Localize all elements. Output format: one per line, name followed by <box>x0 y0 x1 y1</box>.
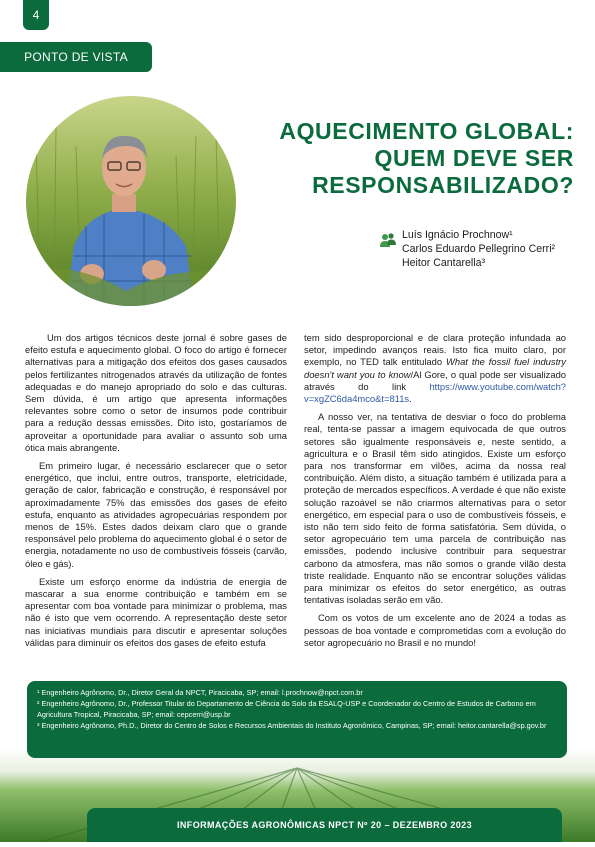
footnote: ² Engenheiro Agrônomo, Dr., Professor Titular do Departamento de Ciência do Solo da ESALQ-USP e Coordenador do Centro de Estudos de Carbono em Agricultura Tropical, Piracicaba, SP; email: cepcerri@usp.br <box>37 699 536 719</box>
text-column-left <box>25 332 287 655</box>
paragraph: Em primeiro lugar, é necessário esclarecer que o setor energético, que inclui, entre outros, transporte, eletricidade, geração de calor, fabricação e construção, é responsável por aproximadamente 75% das emissões dos gases de efeito estufa, enquanto as atividades agropecuárias respondem por menos de 15%. Estes dados deixam claro que o grande responsável pelo problema do aquecimento global é o setor de energia, notadamente no uso de combustíveis fósseis (carvão, óleo e gás). <box>25 460 287 569</box>
author-name: Carlos Eduardo Pellegrino Cerri² <box>402 243 556 255</box>
paragraph: Existe um esforço enorme da indústria de energia de mascarar a sua enorme contribuição e também em se apresentar com boa vontade para minimizar o problema, mas não é isto que vem ocorrendo. A representação deste setor nas iniciativas mundiais para discutir e apresentar soluções válidas para diminuir os efeitos dos gases de efeito estufa <box>25 575 287 648</box>
page-number: 4 <box>23 0 49 30</box>
paragraph <box>304 332 566 405</box>
paragraph: A nosso ver, na tentativa de desviar o foco do problema real, tenta-se passar a imagem equivocada de que outros setores são igualmente responsáveis e, neste sentido, a agricultura e o Brasil têm sido atingidos. Existe um esforço para nos transformar em vilões, acima da nossa real contribuição. Além disto, a situação também é utilizada para a proteção de mercados específicos. A verdade é que não existe solução razoável se não criarmos alternativas para o setor energético, em especial para o uso de combustíveis fósseis, e isto não tem sido feito de forma satisfatória. Sem dúvida, o setor agropecuário tem uma parcela de contribuição nas emissões, podendo inclusive contribuir para sequestrar carbono da atmosfera, mas não somos o grande vilão desta triste realidade. Enquanto não se encontrar soluções válidas para minimizar os efeitos do setor energético, as outras tentativas isoladas serão em vão. <box>304 411 566 606</box>
footer-text: INFORMAÇÕES AGRONÔMICAS NPCT Nº 20 – DEZEMBRO 2023 <box>177 820 472 830</box>
paragraph: Um dos artigos técnicos deste jornal é sobre gases de efeito estufa e aquecimento global. O foco do artigo é fornecer alternativas para a mitigação dos efeitos dos gases causados pelos fertilizantes nitrogenados através da utilização de fontes adequadas e do manejo apropriado do solo e das culturas. Sem dúvida, é um artigo que apresenta informações relevantes sobre como o setor de insumos pode contribuir para a redução dessas emissões. Dito isto, gostaríamos de aproveitar a oportunidade para avaliar o assunto sob uma ótica mais abrangente. <box>25 332 287 453</box>
footnote: ³ Engenheiro Agrônomo, Ph.D., Diretor do Centro de Solos e Recursos Ambientais do Instituto Agronômico, Campinas, SP; email: heitor.cantarella@sp.gov.br <box>37 721 547 730</box>
paragraph: Com os votos de um excelente ano de 2024 a todas as pessoas de boa vontade e comprometidas com a evolução do setor agropecuário no Brasil e no mundo! <box>304 612 566 648</box>
video-link[interactable]: https://www.youtube.com/watch?v=xgZC6da4mco&t=811s <box>304 380 566 405</box>
footnote: ¹ Engenheiro Agrônomo, Dr., Diretor Geral da NPCT, Piracicaba, SP; email: l.prochnow@npct.com.br <box>37 688 363 697</box>
talk-title: What the fossil fuel industry doesn't want you to know <box>304 356 566 380</box>
article-title <box>244 118 574 199</box>
text-span: /Al Gore, o qual pode ser visualizado através do link <box>304 368 566 392</box>
footnotes-box <box>27 681 567 758</box>
title-line-1: AQUECIMENTO GLOBAL: <box>279 118 574 144</box>
title-line-2: QUEM DEVE SER <box>374 145 574 171</box>
author-name: Heitor Cantarella³ <box>402 257 486 269</box>
title-line-3: RESPONSABILIZADO? <box>312 172 574 198</box>
people-icon <box>380 232 396 253</box>
section-tag: PONTO DE VISTA <box>0 42 152 72</box>
footer-bar <box>87 808 562 842</box>
author-name: Luís Ignácio Prochnow¹ <box>402 229 513 241</box>
text-span: tem sido desproporcional e de clara proteção infundada ao setor, impedindo avanços reais. Isto fica muito claro, por exemplo, no TED talk entitulado <box>304 332 566 368</box>
text-span: . <box>409 393 412 405</box>
author-photo <box>26 96 236 306</box>
text-column-right <box>304 332 566 655</box>
